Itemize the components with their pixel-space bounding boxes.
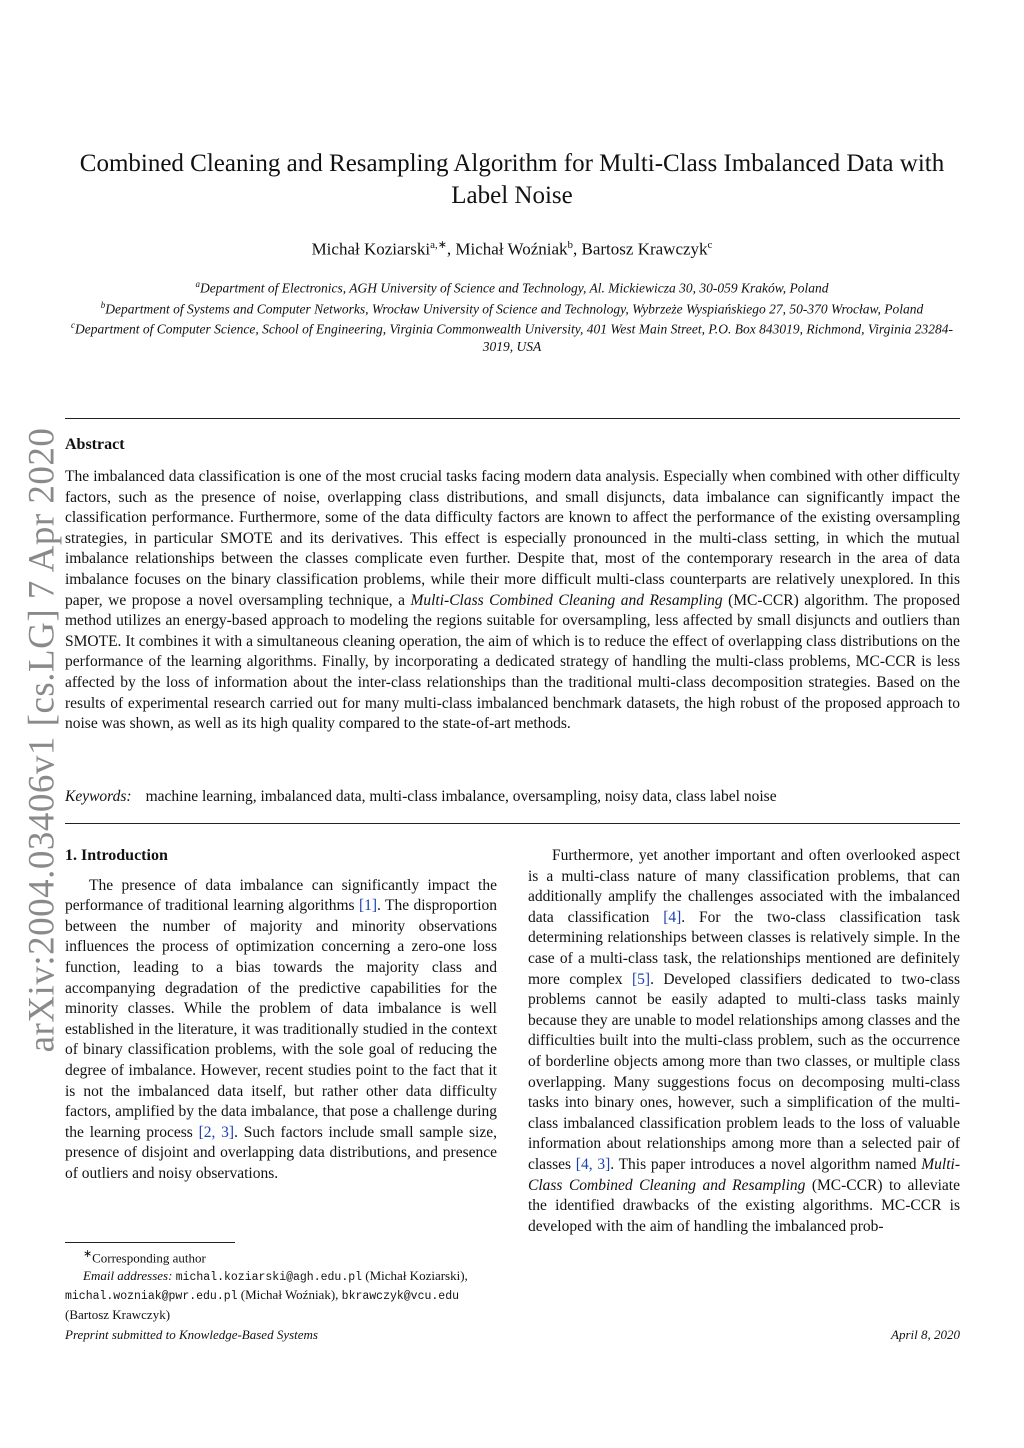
author-affil-mark: c [707,239,713,251]
right-column [528,846,960,1237]
footer-submission: Preprint submitted to Knowledge-Based Systems [65,1327,318,1342]
keywords-text: machine learning, imbalanced data, multi-class imbalance, oversampling, noisy data, class label noise [145,788,777,805]
affiliations [60,276,964,355]
footnote-corresponding [65,1246,497,1267]
abstract-text-part: The imbalanced data classification is one of the most crucial tasks facing modern data analysis. Especially when combined with other difficulty factors, such as the presence of noise, overlapping class distributions, and small disjuncts, data imbalance can significantly impact the classification performance. Furthermore, some of the data difficulty factors are known to affect the performance of the existing oversampling strategies, in particular SMOTE and its derivatives. This effect is especially pronounced in the multi-class setting, in which the mutual imbalance relationships between the classes complicate even further. Despite that, most of the contemporary research in the area of data imbalance focuses on the binary classification problems, while their more difficult multi-class counterparts are relatively unexplored. In this paper, we propose a novel oversampling technique, a [65,468,960,609]
affiliation-mark: a [195,279,200,289]
author-affil-mark: b [567,239,574,251]
email-link[interactable]: bkrawczyk@vcu.edu [341,1290,459,1304]
abstract-text-part: (MC-CCR) algorithm. The proposed method utilizes an energy-based approach to modeling the regions suitable for oversampling, less affected by small disjuncts and outliers than SMOTE. It combines it with a simultaneous cleaning operation, the aim of which is to reduce the effect of overlapping class distributions on the performance of the learning algorithms. Finally, by incorporating a dedicated strategy of handling the multi-class problems, MC-CCR is less affected by the loss of information about the inter-class relationships than the traditional multi-class decomposition strategies. Based on the results of experimental research carried out for many multi-class imbalanced benchmark datasets, the high robust of the proposed approach to noise was shown, as well as its high quality compared to the state-of-art methods. [65,591,960,733]
paragraph-text: The presence of data imbalance can significantly impact the performance of traditional learning algorithms [65,876,497,915]
citation-link[interactable]: [5] [632,970,651,988]
affiliation-text: Department of Electronics, AGH University of Science and Technology, Al. Mickiewicza 30, 30-059 Kraków, Poland [199,280,829,296]
author-name: Bartosz Krawczyk [581,239,708,259]
method-name: Multi-Class Combined Cleaning and Resampling [528,1155,960,1194]
email-link[interactable]: michal.koziarski@agh.edu.pl [175,1270,363,1284]
affiliation [60,297,964,318]
affiliation-mark: c [70,320,75,330]
author-list: Michał Koziarski$^{a,∗}$, Michał Woźniak$^b$, Bartosz Krawczyk$^c$ [311,239,713,259]
email-owner: (Bartosz Krawczyk) [65,1306,171,1322]
left-column [65,846,497,1185]
citation-link[interactable]: [2, 3] [198,1123,235,1141]
abstract-bottom-rule [65,823,960,824]
affiliation-text: Department of Systems and Computer Networks, Wrocław University of Science and Technology, Wybrzeże Wyspiańskiego 27, 50-370 Wrocław, Poland [105,301,924,316]
citation-link[interactable]: [4] [663,908,682,926]
keywords-label: Keywords: [65,788,132,805]
author-name: Michał Woźniak [455,239,568,259]
abstract-top-rule [65,418,960,419]
email-link[interactable]: michal.wozniak@pwr.edu.pl [65,1290,238,1304]
affiliation-mark: b [100,299,106,310]
paragraph-text: . Developed classifiers dedicated to two-class problems cannot be easily adapted to multi-class tasks mainly because they are unable to model relationships among classes and the difficulties built into the multi-class problem, such as the occurrence of borderline objects among more than two classes, or multiple class overlapping. Many suggestions focus on decomposing multi-class tasks into binary ones, however, such a simplification of the multi-class imbalanced classification problem leads to the loss of valuable information about relationships among more than a selected pair of classes [528,970,960,1173]
email-label: Email addresses: [83,1267,173,1283]
section-heading-introduction: 1. Introduction [65,847,168,864]
footnote-text: Corresponding author [92,1250,206,1266]
paragraph-text: . The disproportion between the number of majority and minority observations influences the process of optimization concerning a zero-one loss function, leading to a bias towards the majority class and accompanying degradation of the predictive capabilities for the minority classes. While the problem of data imbalance is well established in the literature, it was traditionally studied in the context of binary classification problems, with the sole goal of reducing the degree of imbalance. However, recent studies point to the fact that it is not the imbalanced data itself, but rather other data difficulty factors, amplified by the data imbalance, that pose a challenge during the learning process [65,897,498,1141]
email-owner: (Michał Koziarski), [362,1267,468,1283]
paragraph-text: Furthermore, yet another important and often overlooked aspect is a multi-class nature of many classification problems, that can additionally amplify the challenges associated with the imbalanced data classification [528,847,960,926]
paragraph-text: . For the two-class classification task determining relationships between classes is relatively simple. In the case of a multi-class task, the relationships mentioned are definitely more complex [528,908,960,988]
footnote-rule [65,1242,235,1243]
author-affil-mark: a,∗ [430,239,447,251]
method-name: Multi-Class Combined Cleaning and Resampling [410,591,723,609]
intro-paragraph [528,846,960,1237]
abstract-heading: Abstract [65,436,125,453]
intro-paragraph [65,876,497,1185]
paragraph-text: . This paper introduces a novel algorithm named [610,1155,922,1173]
affiliation-text: Department of Computer Science, School of Engineering, Virginia Commonwealth University, 401 West Main Street, P.O. Box 843019, Richmond, Virginia 23284-3019, USA [74,321,953,354]
arxiv-identifier-stamp: arXiv:2004.03406v1 [cs.LG] 7 Apr 2020 [21,427,63,1053]
affiliation [60,317,964,355]
footnote-emails [65,1267,497,1324]
abstract-text [65,467,960,735]
author-name: Michał Koziarski [311,239,431,259]
citation-link[interactable]: [4, 3] [575,1155,611,1173]
email-owner: (Michał Woźniak), [237,1287,342,1303]
paragraph-text: . Such factors include small sample size, presence of disjoint and overlapping data distributions, and presence of outliers and noisy observations. [65,1123,497,1182]
footnote-mark: ∗ [83,1248,93,1260]
footer-date: April 8, 2020 [891,1327,960,1342]
paragraph-text: (MC-CCR) to alleviate the identified drawbacks of the existing algorithms. MC-CCR is developed with the aim of handling the imbalanced prob- [528,1176,960,1235]
keywords [65,788,960,806]
affiliation [60,276,964,297]
footnote [65,1246,497,1323]
paper-title: Combined Cleaning and Resampling Algorithm for Multi-Class Imbalanced Data with Label Noise [79,150,945,209]
citation-link[interactable]: [1] [358,897,378,915]
